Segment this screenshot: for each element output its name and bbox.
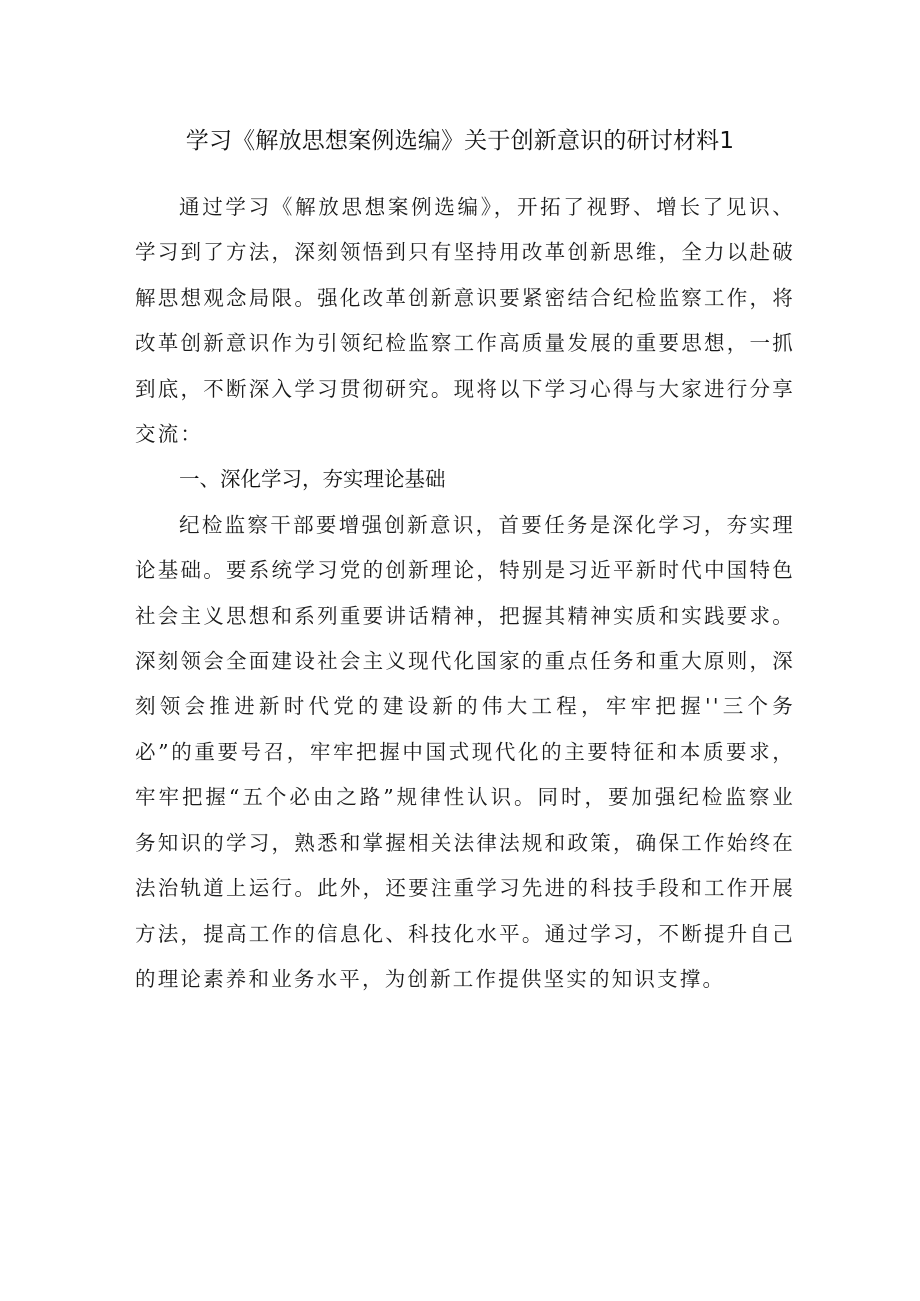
document-title: 学习《解放思想案例选编》关于创新意识的研讨材料1 xyxy=(185,128,735,154)
document-body xyxy=(135,185,795,1002)
intro-paragraph: 通过学习《解放思想案例选编》，开拓了视野、增长了见识、学习到了方法，深刻领悟到只有坚持用改革创新思维，全力以赴破解思想观念局限。强化改革创新意识要紧密结合纪检监察工作，将改革创新意识作为引领纪检监察工作高质量发展的重要思想，一抓到底，不断深入学习贯彻研究。现将以下学习心得与大家进行分享交流： xyxy=(135,195,795,447)
section-1-paragraph: 纪检监察干部要增强创新意识，首要任务是深化学习，夯实理论基础。要系统学习党的创新理论，特别是习近平新时代中国特色社会主义思想和系列重要讲话精神，把握其精神实质和实践要求。深刻领会全面建设社会主义现代化国家的重点任务和重大原则，深刻领会推进新时代党的建设新的伟大工程，牢牢把握''三个务必”的重要号召，牢牢把握中国式现代化的主要特征和本质要求，牢牢把握“五个必由之路”规律性认识。同时，要加强纪检监察业务知识的学习，熟悉和掌握相关法律法规和政策，确保工作始终在法治轨道上运行。此外，还要注重学习先进的科技手段和工作开展方法，提高工作的信息化、科技化水平。通过学习，不断提升自己的理论素养和业务水平，为创新工作提供坚实的知识支撑。 xyxy=(135,512,795,991)
section-heading-1: 一、深化学习，夯实理论基础 xyxy=(179,467,446,492)
